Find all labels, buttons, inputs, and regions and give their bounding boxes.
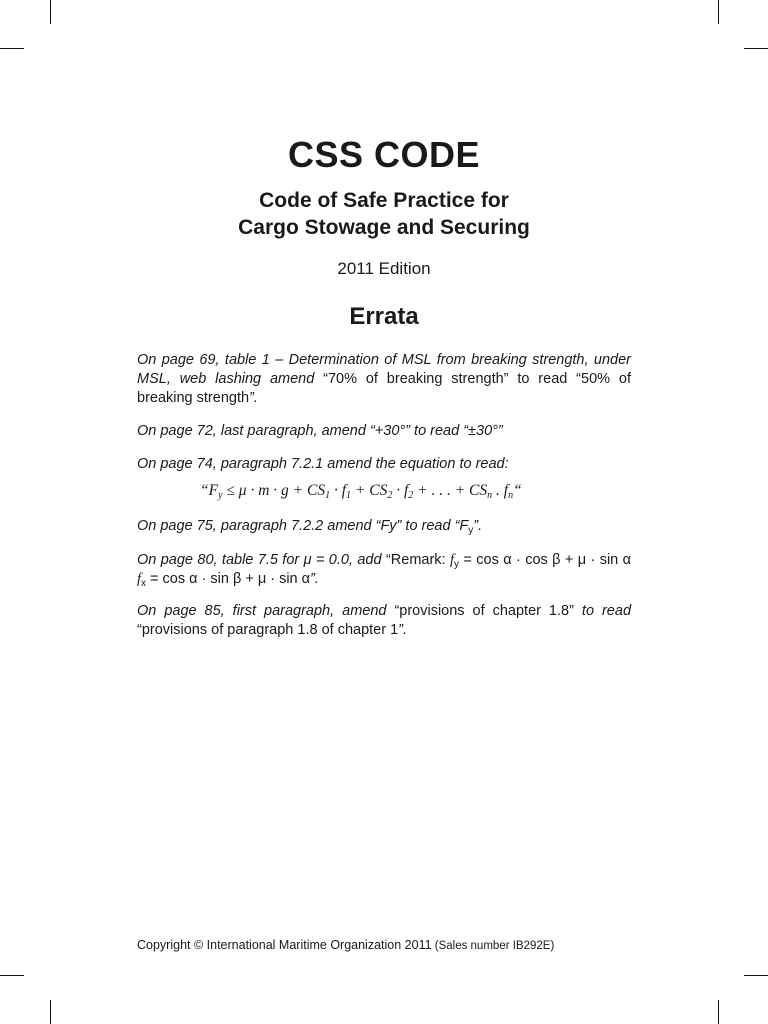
copyright-footer bbox=[137, 938, 554, 952]
errata-item-text: = cos α · sin β + μ · sin α bbox=[146, 571, 311, 587]
edition-label: 2011 Edition bbox=[337, 259, 431, 278]
copyright-text: Copyright © International Maritime Organization 2011 bbox=[137, 938, 432, 952]
sales-number: (Sales number IB292E) bbox=[431, 940, 555, 952]
errata-item-end: ”. bbox=[473, 518, 483, 534]
subscript: x bbox=[141, 578, 147, 589]
crop-mark bbox=[50, 1000, 51, 1024]
equation-text: + . . . + CS bbox=[413, 482, 488, 499]
crop-mark bbox=[50, 0, 51, 24]
errata-item-text: = cos α · cos β + μ · sin α bbox=[459, 552, 656, 568]
equation-text: “ bbox=[513, 482, 522, 499]
math-symbol: f bbox=[449, 552, 455, 568]
errata-item-text: “provisions of chapter 1.8” bbox=[386, 603, 574, 619]
equation-text: “F bbox=[200, 482, 219, 499]
errata-item-text: “70% of breaking strength” to read “50% of breaking strength bbox=[137, 371, 631, 406]
equation-subscript: n bbox=[508, 490, 514, 501]
equation-text: ≤ μ · m · g + CS bbox=[222, 482, 326, 499]
document-title: CSS CODE bbox=[287, 134, 481, 175]
subscript: y bbox=[468, 525, 474, 536]
equation-text: . f bbox=[492, 482, 509, 499]
equation-subscript: 2 bbox=[387, 490, 393, 501]
errata-item-page-80 bbox=[137, 551, 656, 589]
math-symbol: f bbox=[137, 571, 142, 587]
subscript: y bbox=[454, 559, 460, 570]
errata-item-end: ”. bbox=[398, 622, 408, 638]
equation-subscript: 2 bbox=[408, 490, 414, 501]
errata-item-text: “provisions of paragraph 1.8 of chapter 1 bbox=[137, 622, 399, 638]
crop-mark bbox=[0, 975, 24, 976]
errata-item-instruction: On page 74, paragraph 7.2.1 amend the equation to read: bbox=[137, 456, 509, 472]
corrected-equation bbox=[200, 482, 522, 500]
subtitle-line-1: Code of Safe Practice for bbox=[259, 189, 509, 212]
errata-item-end: ”. bbox=[249, 390, 258, 406]
crop-mark bbox=[744, 975, 768, 976]
equation-subscript: 1 bbox=[325, 490, 331, 501]
errata-item-page-72 bbox=[137, 422, 631, 441]
equation-text: · f bbox=[392, 482, 409, 499]
errata-item-end: ”. bbox=[310, 571, 319, 587]
errata-item-page-69 bbox=[137, 351, 631, 408]
errata-item-instruction: On page 69, table 1 – Determination of MSL from breaking strength, under MSL, web lashing amend bbox=[137, 352, 631, 387]
errata-item-page-74 bbox=[137, 455, 631, 474]
equation-subscript: y bbox=[218, 490, 223, 501]
equation-subscript: 1 bbox=[346, 490, 352, 501]
errata-item-instruction: On page 72, last paragraph, amend “+30°” to read “±30°” bbox=[137, 423, 503, 439]
equation-text: + CS bbox=[351, 482, 388, 499]
errata-heading: Errata bbox=[349, 303, 419, 330]
errata-item-instruction: On page 85, first paragraph, amend bbox=[137, 603, 387, 619]
errata-item-page-85 bbox=[137, 602, 631, 640]
equation-text: · f bbox=[330, 482, 347, 499]
equation-subscript: n bbox=[487, 490, 493, 501]
errata-item-instruction: to read bbox=[573, 603, 632, 619]
subtitle-line-2: Cargo Stowage and Securing bbox=[238, 216, 530, 239]
errata-item-instruction: On page 75, paragraph 7.2.2 amend “Fy” to read “F bbox=[137, 518, 469, 534]
errata-item-page-75 bbox=[137, 517, 631, 536]
crop-mark bbox=[0, 48, 24, 49]
errata-item-instruction: On page 80, table 7.5 for μ = 0.0, add bbox=[137, 552, 382, 568]
crop-mark bbox=[718, 0, 719, 24]
errata-item-text: “Remark: bbox=[381, 552, 450, 568]
crop-mark bbox=[744, 48, 768, 49]
crop-mark bbox=[718, 1000, 719, 1024]
